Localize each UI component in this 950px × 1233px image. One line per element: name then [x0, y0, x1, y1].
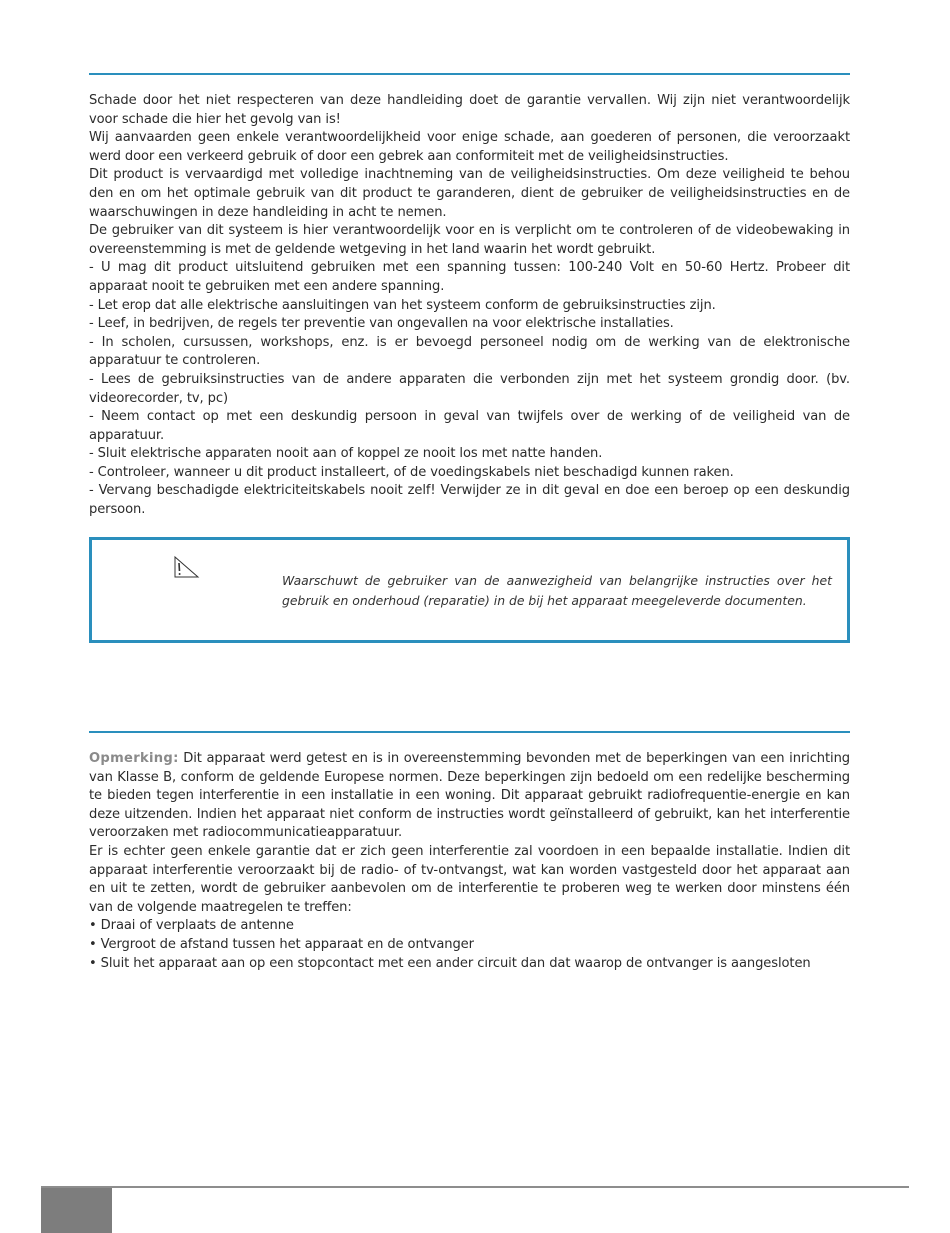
top-divider [89, 73, 850, 75]
safety-paragraph: Dit product is vervaardigd met volledige inachtneming van de veiligheidsinstructies. Om deze veiligheid te behou den en om het optimale gebruik van dit product te garanderen, dient de gebruiker de veiligheidsinstructies en de waarschuwingen in deze handleiding in acht te nemen. [89, 167, 850, 220]
safety-list-item: - Sluit elektrische apparaten nooit aan of koppel ze nooit los met natte handen. [89, 446, 603, 462]
footer-page-tab [41, 1188, 112, 1233]
safety-list-item: - U mag dit product uitsluitend gebruiken met een spanning tussen: 100-240 Volt en 50-60 Hertz. Probeer dit apparaat nooit te gebruiken met een andere spanning. [89, 260, 850, 294]
safety-list-item: - Neem contact op met een deskundig persoon in geval van twijfels over de werking of de veiligheid van de apparatuur. [89, 409, 850, 443]
note-intro-paragraph [89, 750, 850, 843]
safety-list-item: - Lees de gebruiksinstructies van de andere apparaten die verbonden zijn met het systeem grondig door. (bv. videorecorder, tv, pc) [89, 371, 850, 406]
middle-divider [89, 731, 850, 733]
note-paragraph: Er is echter geen enkele garantie dat er zich geen interferentie zal voordoen in een bepaalde installatie. Indien dit apparaat interferentie veroorzaakt bij de radio- of tv-ontvangst, wat kan worden vastgesteld door het apparaat aan en uit te zetten, wordt de gebruiker aanbevolen om de interferentie te proberen weg te werken door minstens één van de volgende maatregelen te treffen: [89, 843, 850, 915]
safety-paragraph: De gebruiker van dit systeem is hier verantwoordelijk voor en is verplicht om te controleren of de videobewaking in overeenstemming is met de geldende wetgeving in het land waarin het wordt gebruikt. [89, 223, 850, 257]
safety-list-item: - In scholen, cursussen, workshops, enz. is er bevoegd personeel nodig om de werking van de elektronische apparatuur te controleren. [89, 334, 850, 369]
safety-list-item: - Controleer, wanneer u dit product installeert, of de voedingskabels niet beschadigd kunnen raken. [89, 464, 734, 480]
warning-box [89, 537, 850, 643]
warning-text: Waarschuwt de gebruiker van de aanwezigheid van belangrijke instructies over het gebruik en onderhoud (reparatie) in de bij het apparaat meegeleverde documenten. [282, 573, 832, 608]
safety-paragraph: Schade door het niet respecteren van deze handleiding doet de garantie vervallen. Wij zijn niet verantwoordelijk voor schade die hier het gevolg van is! [89, 93, 850, 127]
safety-paragraph: Wij aanvaarden geen enkele verantwoordelijkheid voor enige schade, aan goederen of personen, die veroorzaakt werd door een verkeerd gebruik of door een gebrek aan conformiteit met de veiligheidsinstructies. [89, 130, 850, 164]
footer-divider [41, 1186, 909, 1188]
note-intro: Dit apparaat werd getest en is in overeenstemming bevonden met de beperkingen van een inrichting van Klasse B, conform de geldende Europese normen. Deze beperkingen zijn bedoeld om een redelijke bescherming te bieden tegen interferentie in een installatie in een woning. Dit apparaat gebruikt radiofrequentie-energie en kan deze uitzenden. Indien het apparaat niet conform de instructies wordt geïnstalleerd of gebruikt, kan het interferentie veroorzaken met radiocommunicatieapparatuur. [89, 751, 850, 841]
safety-list-item: - Let erop dat alle elektrische aansluitingen van het systeem conform de gebruiksinstructies zijn. [89, 297, 716, 313]
safety-instructions [89, 92, 850, 520]
warning-triangle-icon [171, 555, 201, 579]
note-label: Opmerking: [89, 751, 179, 766]
note-bullet: • Vergroot de afstand tussen het apparaat en de ontvanger [89, 936, 474, 952]
interference-note [89, 750, 850, 973]
note-bullet: • Sluit het apparaat aan op een stopcontact met een ander circuit dan dat waarop de ontvanger is aangesloten [89, 955, 811, 971]
note-bullet: • Draai of verplaats de antenne [89, 918, 294, 934]
safety-list-item: - Vervang beschadigde elektriciteitskabels nooit zelf! Verwijder ze in dit geval en doe een beroep op een deskundig persoon. [89, 483, 850, 518]
safety-list-item: - Leef, in bedrijven, de regels ter preventie van ongevallen na voor elektrische installaties. [89, 316, 674, 332]
